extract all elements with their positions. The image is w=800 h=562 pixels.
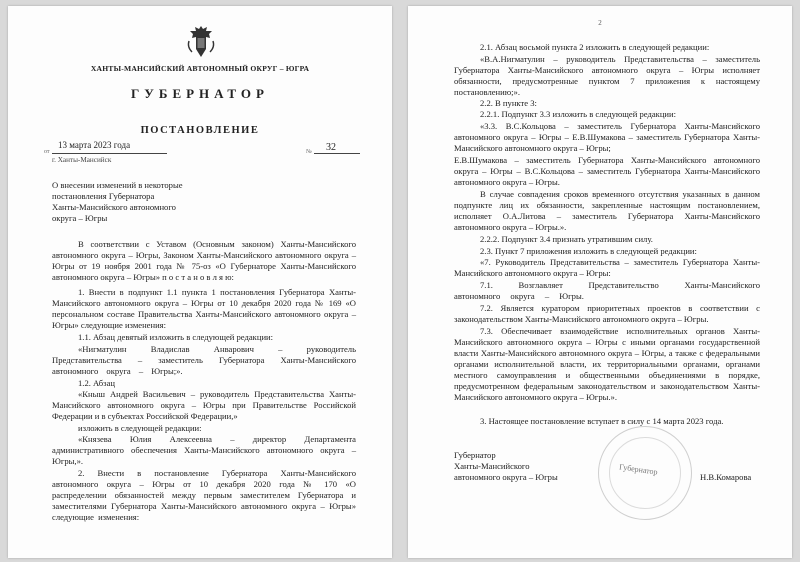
p2-paragraph-2-2: 2.2. В пункте 3: xyxy=(480,98,537,108)
p2-paragraph-2-3: 2.3. Пункт 7 приложения изложить в следующей редакции: xyxy=(480,246,697,256)
paragraph-1: 1. Внести в подпункт 1.1 пункта 1 постановления Губернатора Ханты-Мансийского автономного округа – Югры от 10 декабря 2020 года № 169 «О персональном составе Правительства Ханты-Мансийского автономного округа – Югры» следующие изменения: xyxy=(52,287,356,330)
paragraph-1-2-old: «Кныш Андрей Васильевич – руководитель Представительства Ханты-Мансийского автономного округа – Югры при Правительстве Российской Федерации и в субъектах Российской Федерации,» xyxy=(52,389,356,421)
paragraph-1-2-label: изложить в следующей редакции: xyxy=(78,423,202,433)
paragraph-1-1-text: «Нигматулин Владислав Анварович – руководитель Представительства – заместитель Губернатора Ханты-Мансийского автономного округа – Югры;». xyxy=(52,344,356,376)
authority-title: ГУБЕРНАТОР xyxy=(131,86,269,101)
number-underline xyxy=(314,153,360,154)
subject-line-2: постановления Губернатора xyxy=(52,191,155,201)
p2-paragraph-7-2: 7.2. Является куратором приоритетных проектов в соответствии с законодательством Ханты-Мансийского автономного округа – Югры. xyxy=(454,303,760,324)
paragraph-2: 2. Внести в постановление Губернатора Ханты-Мансийского автономного округа – Югры от 10 декабря 2020 года № 170 «О распределении обязанностей между первым заместителем Губернатора и заместителями Губернатора Ханты-Мансийского автономного округа – Югры» следующие изменения: xyxy=(52,468,356,522)
page-number: 2 xyxy=(598,19,602,27)
p2-paragraph-2-2-2: 2.2.2. Подпункт 3.4 признать утратившим силу. xyxy=(480,234,653,244)
stamp-text: Губернатор xyxy=(618,462,659,477)
document-type: ПОСТАНОВЛЕНИЕ xyxy=(140,125,260,136)
document-page-2 xyxy=(408,6,792,558)
coat-of-arms-emblem xyxy=(186,25,216,59)
document-number: 32 xyxy=(326,142,336,153)
subject-line-3: Ханты-Мансийского автономного xyxy=(52,202,176,212)
signature-position-line-1: Губернатор xyxy=(454,450,496,460)
paragraph-1-2: 1.2. Абзац xyxy=(78,378,115,388)
p2-paragraph-7: «7. Руководитель Представительства – заместитель Губернатора Ханты-Мансийского автономного округа – Югры: xyxy=(454,257,760,278)
number-prefix: № xyxy=(306,149,312,155)
official-stamp xyxy=(598,426,692,520)
p2-paragraph-absence: В случае совпадения сроков временного отсутствия указанных в данном подпункте лиц их обязанности, закрепленные настоящим постановлением, исполняет О.А.Литова – заместитель Губернатора Ханты-Мансийского автономного округа – Югры.». xyxy=(454,189,760,232)
p2-paragraph-3-3-cont: Е.В.Шумакова – заместитель Губернатора Ханты-Мансийского автономного округа – Югры – В.С.Кольцова – заместитель Губернатора Ханты-Мансийского автономного округа – Югры. xyxy=(454,155,760,187)
paragraph-1-1: 1.1. Абзац девятый изложить в следующей редакции: xyxy=(78,332,274,342)
city: г. Ханты-Мансийск xyxy=(52,156,112,164)
p2-paragraph-2-1-text: «В.А.Нигматулин – руководитель Представительства – заместитель Губернатора Ханты-Мансийского автономного округа – Югры исполняет обязанности, предусмотренные пунктом 7 приложения к настоящему постановлению;». xyxy=(454,54,760,97)
p2-paragraph-7-1: 7.1. Возглавляет Представительство Ханты-Мансийского автономного округа – Югры. xyxy=(454,280,760,301)
p2-paragraph-3-3: «3.3. В.С.Кольцова – заместитель Губернатора Ханты-Мансийского автономного округа – Югры – Е.В.Шумакова – заместитель Губернатора Ханты-Мансийского автономного округа – Югры; xyxy=(454,121,760,153)
subject-line-1: О внесении изменений в некоторые xyxy=(52,180,183,190)
p2-paragraph-7-3: 7.3. Обеспечивает взаимодействие исполнительных органов Ханты-Мансийского автономного округа – Югры с иными органами государственной власти Ханты-Мансийского автономного округа – Югры, а также с федеральными органами исполнительной власти, их территориальными органами, органами местного самоуправления и общественными объединениями в порядке, предусмотренном федеральным законодательством и законодательством Ханты-Мансийского автономного округа – Югры.». xyxy=(454,326,760,402)
p2-paragraph-2-1: 2.1. Абзац восьмой пункта 2 изложить в следующей редакции: xyxy=(480,42,710,52)
signature-position-line-2: Ханты-Мансийского xyxy=(454,461,530,471)
p2-paragraph-3: 3. Настоящее постановление вступает в силу с 14 марта 2023 года. xyxy=(480,416,724,426)
signature-position-line-3: автономного округа – Югры xyxy=(454,472,558,482)
preamble-paragraph: В соответствии с Уставом (Основным законом) Ханты-Мансийского автономного округа – Югры, Законом Ханты-Мансийского автономного округа – Югры от 19 ноября 2001 года № 75-оз «О Губернаторе Ханты-Мансийского автономного округа – Югры» п о с т а н о в л я ю: xyxy=(52,239,356,282)
subject-line-4: округа – Югры xyxy=(52,213,108,223)
document-date: 13 марта 2023 года xyxy=(58,140,131,150)
date-prefix: от xyxy=(44,149,50,155)
paragraph-1-2-new: «Князева Юлия Алексеевна – директор Департамента административного обеспечения Ханты-Мансийского автономного округа – Югры,». xyxy=(52,434,356,466)
date-underline xyxy=(52,153,167,154)
signer-name: Н.В.Комарова xyxy=(700,472,752,482)
region-title: ХАНТЫ-МАНСИЙСКИЙ АВТОНОМНЫЙ ОКРУГ – ЮГРА xyxy=(90,64,310,73)
p2-paragraph-2-2-1: 2.2.1. Подпункт 3.3 изложить в следующей редакции: xyxy=(480,109,677,119)
document-page-1 xyxy=(8,6,392,558)
